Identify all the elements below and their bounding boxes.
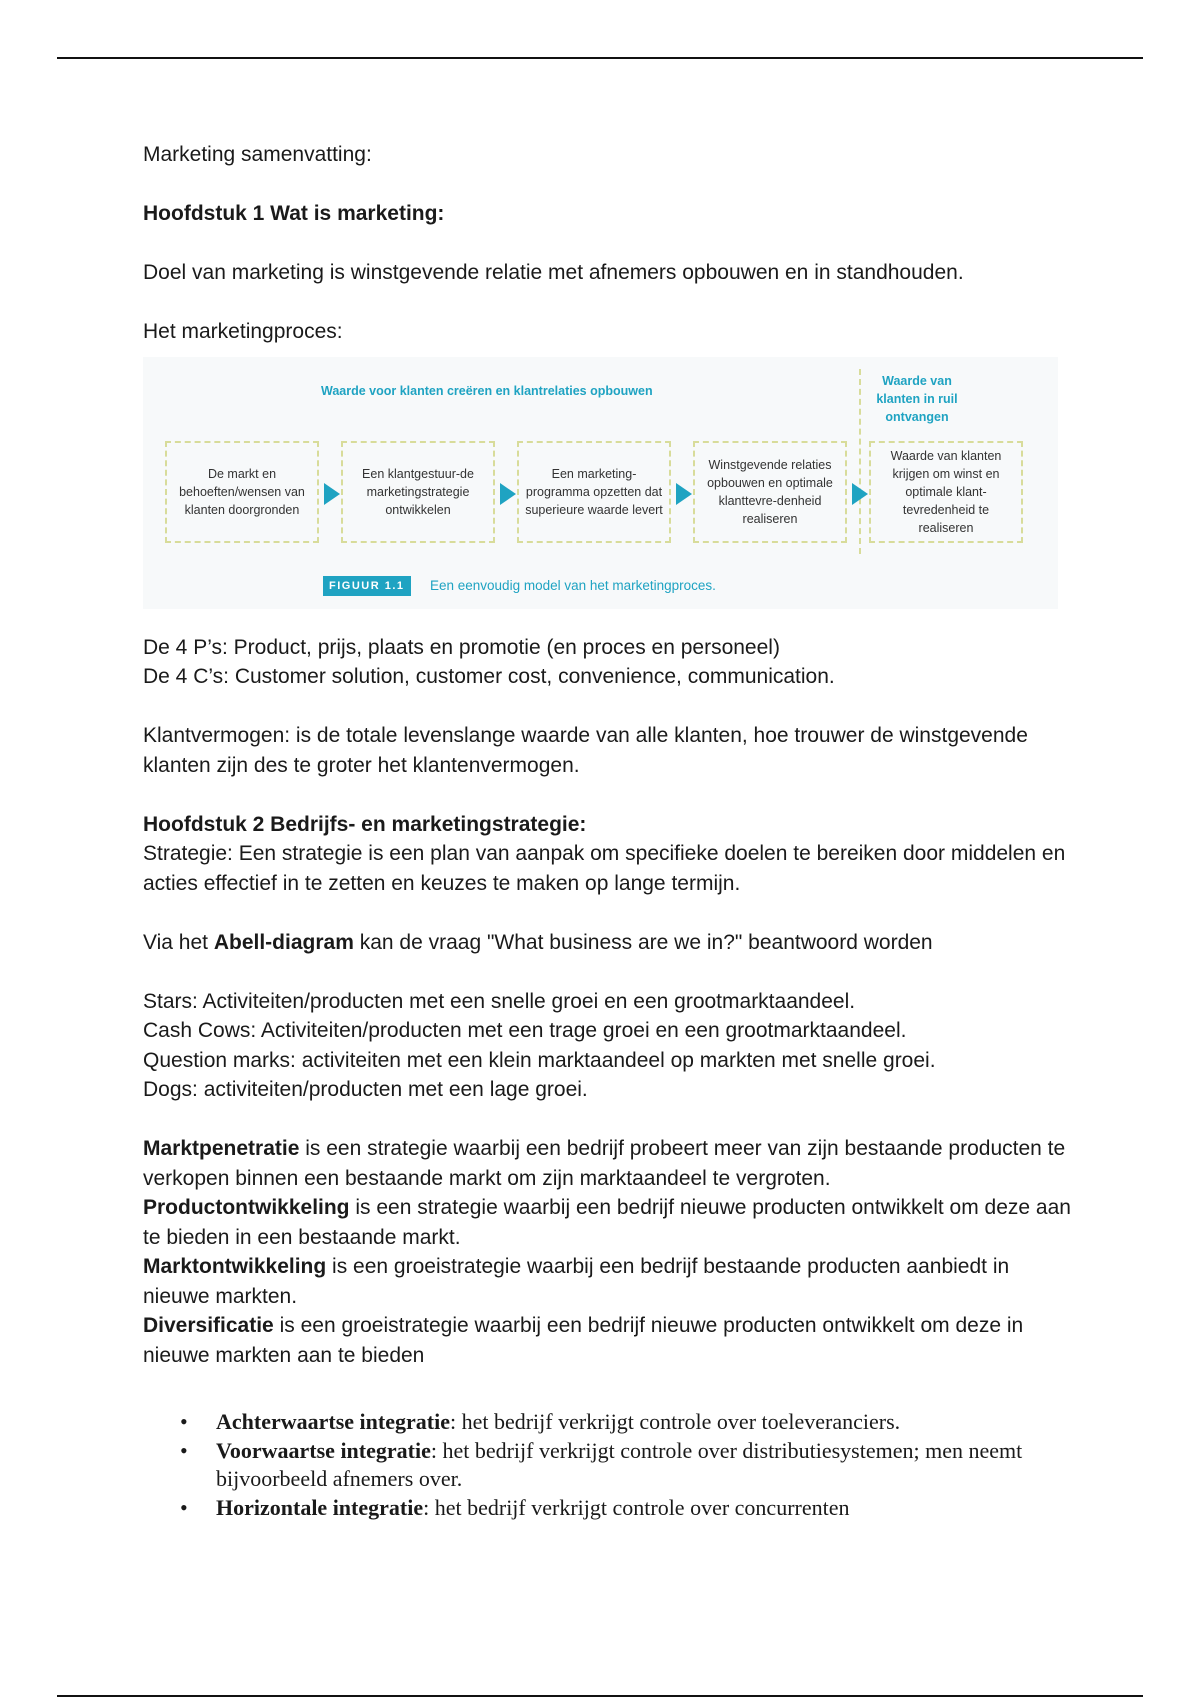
ansoff-term: Marktpenetratie bbox=[143, 1137, 300, 1160]
arrow-right-icon bbox=[500, 483, 516, 505]
ansoff-item: Marktontwikkeling is een groeistrategie waarbij een bedrijf bestaande producten aanbiedt in nieuwe markten. bbox=[143, 1255, 1010, 1308]
ansoff-term: Productontwikkeling bbox=[143, 1196, 350, 1219]
klantvermogen-paragraph: Klantvermogen: is de totale levenslange waarde van alle klanten, hoe trouwer de winstgevende klanten zijn des te groter het klantenvermogen. bbox=[143, 724, 1028, 777]
chapter-2-heading: Hoofdstuk 2 Bedrijfs- en marketingstrategie: bbox=[143, 812, 587, 836]
abell-paragraph: Via het Abell-diagram kan de vraag "What business are we in?" beantwoord worden bbox=[143, 930, 933, 954]
bcg-line: Stars: Activiteiten/producten met een snelle groei en een grootmarktaandeel. bbox=[143, 989, 856, 1013]
process-step: Een klantgestuur-de marketingstrategie ontwikkelen bbox=[341, 441, 495, 543]
header-rule bbox=[57, 57, 1143, 59]
process-step: Een marketing-programma opzetten dat superieure waarde levert bbox=[517, 441, 671, 543]
doel-paragraph: Doel van marketing is winstgevende relatie met afnemers opbouwen en in standhouden. bbox=[143, 261, 964, 284]
list-item: • Voorwaartse integratie: het bedrijf verkrijgt controle over distributiesystemen; men neemt bijvoorbeeld afnemers over. bbox=[180, 1437, 1023, 1491]
integration-list bbox=[143, 1408, 1073, 1522]
integration-term: Voorwaartse integratie bbox=[216, 1437, 431, 1463]
figure-separator bbox=[859, 369, 861, 554]
chapter-1-heading: Hoofdstuk 1 Wat is marketing: bbox=[143, 202, 445, 225]
abell-term: Abell-diagram bbox=[213, 930, 354, 954]
ansoff-term: Marktontwikkeling bbox=[143, 1255, 327, 1278]
bullet-icon: • bbox=[180, 1437, 188, 1463]
bullet-icon: • bbox=[180, 1494, 188, 1520]
document-title: Marketing samenvatting: bbox=[143, 143, 372, 166]
bcg-list bbox=[143, 987, 1073, 1105]
process-step: Waarde van klanten krijgen om winst en optimale klant-tevredenheid te realiseren bbox=[869, 441, 1023, 543]
list-item: • Achterwaartse integratie: het bedrijf verkrijgt controle over toeleveranciers. bbox=[143, 1408, 1073, 1437]
list-item: • Horizontale integratie: het bedrijf verkrijgt controle over concurrenten bbox=[143, 1494, 1073, 1523]
integration-term: Horizontale integratie bbox=[216, 1494, 424, 1520]
four-ps: De 4 P’s: Product, prijs, plaats en promotie (en proces en personeel) bbox=[143, 635, 780, 659]
process-step: Winstgevende relaties opbouwen en optimale klanttevre-denheid realiseren bbox=[693, 441, 847, 543]
ansoff-item: Productontwikkeling is een strategie waarbij een bedrijf nieuwe producten ontwikkelt om deze aan te bieden in een bestaande markt. bbox=[143, 1196, 1071, 1249]
figure-number-badge: FIGUUR 1.1 bbox=[323, 576, 411, 596]
footer-rule bbox=[57, 1695, 1143, 1697]
document-body bbox=[143, 140, 1073, 1522]
bcg-line: Dogs: activiteiten/producten met een lage groei. bbox=[143, 1078, 588, 1101]
marketing-process-figure bbox=[143, 357, 1058, 609]
arrow-right-icon bbox=[324, 483, 340, 505]
figure-caption: Een eenvoudig model van het marketingproces. bbox=[430, 577, 716, 593]
arrow-right-icon bbox=[676, 483, 692, 505]
four-cs: De 4 C’s: Customer solution, customer cost, convenience, communication. bbox=[143, 665, 835, 688]
arrow-right-icon bbox=[852, 483, 868, 505]
bcg-line: Cash Cows: Activiteiten/producten met een trage groei en een grootmarktaandeel. bbox=[143, 1019, 907, 1042]
figure-heading-right: Waarde van klanten in ruil ontvangen bbox=[876, 373, 958, 424]
ansoff-term: Diversificatie bbox=[143, 1314, 274, 1337]
bcg-line: Question marks: activiteiten met een klein marktaandeel op markten met snelle groei. bbox=[143, 1048, 936, 1072]
ansoff-item: Marktpenetratie is een strategie waarbij een bedrijf probeert meer van zijn bestaande producten te verkopen binnen een bestaande markt om zijn marktaandeel te vergroten. bbox=[143, 1137, 1066, 1190]
process-step: De markt en behoeften/wensen van klanten doorgronden bbox=[165, 441, 319, 543]
proces-label: Het marketingproces: bbox=[143, 320, 343, 343]
ansoff-item: Diversificatie is een groeistrategie waarbij een bedrijf nieuwe producten ontwikkelt om deze in nieuwe markten aan te bieden bbox=[143, 1314, 1024, 1367]
integration-term: Achterwaartse integratie bbox=[216, 1409, 450, 1434]
figure-heading-left: Waarde voor klanten creëren en klantrelaties opbouwen bbox=[321, 383, 653, 398]
ansoff-list bbox=[143, 1134, 1073, 1370]
bullet-icon: • bbox=[180, 1409, 188, 1434]
strategie-paragraph: Strategie: Een strategie is een plan van aanpak om specifieke doelen te bereiken door middelen en acties effectief in te zetten en keuzes te maken op lange termijn. bbox=[143, 842, 1066, 895]
